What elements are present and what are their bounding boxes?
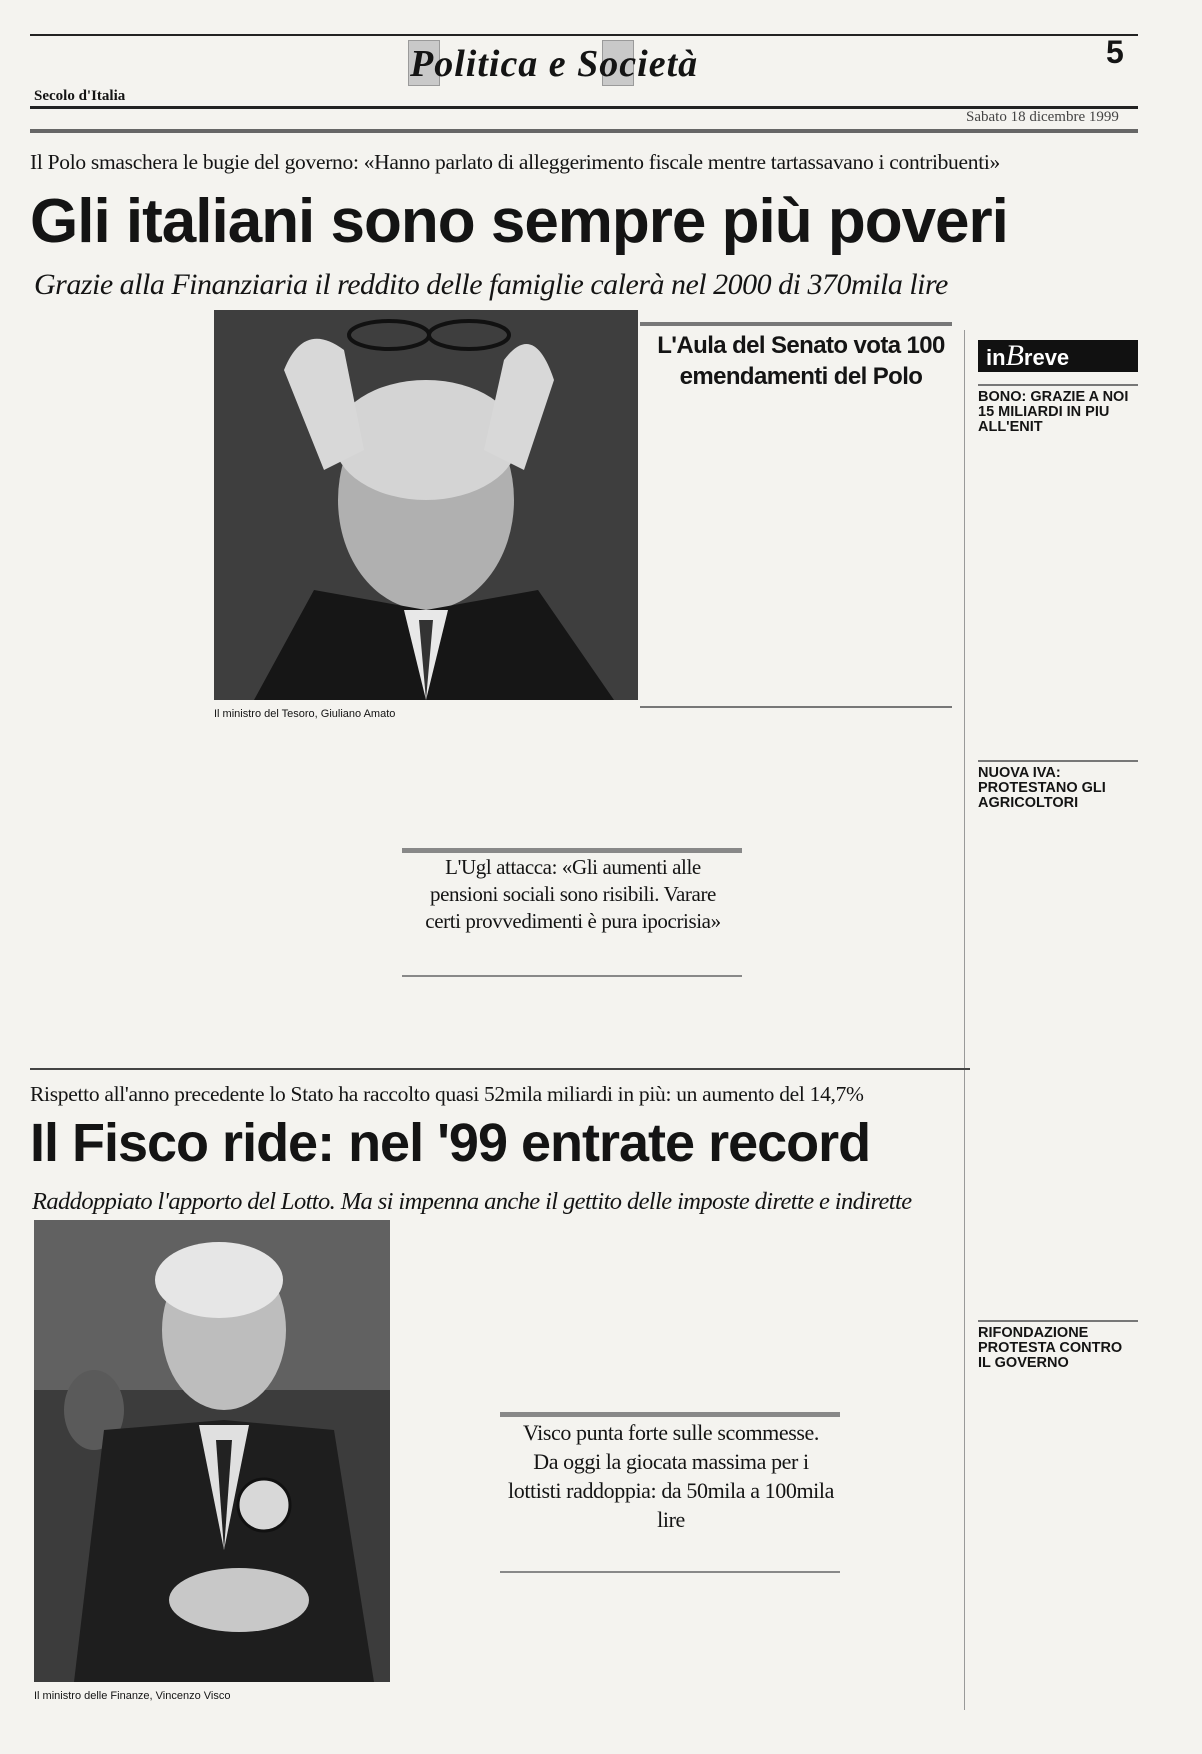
in-breve-label xyxy=(978,340,1138,372)
sidebar-rule-1 xyxy=(978,384,1138,386)
story2-kicker: Rispetto all'anno precedente lo Stato ha raccolto quasi 52mila miliardi in più: un aumento del 14,7% xyxy=(30,1082,864,1106)
visco-quote: Visco punta forte sulle scommesse. Da oggi la giocata massima per i lottisti raddoppia: da 50mila a 100mila lire xyxy=(508,1420,834,1532)
in-breve-suffix: reve xyxy=(1023,345,1070,370)
masthead-bottom-rule xyxy=(30,129,1138,133)
senato-headline: L'Aula del Senato vota 100 emendamenti del Polo xyxy=(657,332,945,390)
in-breve-letter: B xyxy=(1005,339,1024,372)
senato-box-bottom-rule xyxy=(640,706,952,708)
sidebar-rule-2 xyxy=(978,760,1138,762)
masthead-top-rule xyxy=(30,34,1138,36)
sidebar-item-head: RIFONDAZIONE PROTESTA CONTRO IL GOVERNO xyxy=(978,1325,1123,1371)
page-number: 5 xyxy=(1106,34,1124,70)
issue-date: Sabato 18 dicembre 1999 xyxy=(966,109,1119,125)
sidebar-item-head: NUOVA IVA: PROTESTANO GLI AGRICOLTORI xyxy=(978,765,1106,811)
in-breve-prefix: in xyxy=(986,345,1006,370)
story1-kicker: Il Polo smaschera le bugie del governo: «Hanno parlato di alleggerimento fiscale mentre tartassavano i contribuenti» xyxy=(30,150,1001,174)
photo-giuliano-amato xyxy=(214,310,638,700)
ugl-quote: L'Ugl attacca: «Gli aumenti alle pensioni sociali sono risibili. Varare certi provvedimenti è pura ipocrisia» xyxy=(425,855,721,933)
story1-photo-caption: Il ministro del Tesoro, Giuliano Amato xyxy=(214,708,396,720)
story2-photo-caption: Il ministro delle Finanze, Vincenzo Visco xyxy=(34,1690,231,1702)
sidebar-item-head: BONO: GRAZIE A NOI 15 MILIARDI IN PIU ALL'ENIT xyxy=(978,389,1129,435)
story2-deck: Raddoppiato l'apporto del Lotto. Ma si impenna anche il gettito delle imposte dirette e indirette xyxy=(32,1188,912,1215)
photo-vincenzo-visco xyxy=(34,1220,390,1682)
section-divider xyxy=(30,1068,970,1070)
story2-headline: Il Fisco ride: nel '99 entrate record xyxy=(30,1113,871,1173)
sidebar-rule-3 xyxy=(978,1320,1138,1322)
column-rule-sidebar xyxy=(964,330,965,1710)
senato-box-top-rule xyxy=(640,322,952,326)
section-title: Politica e Società xyxy=(410,43,699,85)
story1-headline: Gli italiani sono sempre più poveri xyxy=(30,187,1008,256)
paper-name: Secolo d'Italia xyxy=(34,88,126,104)
story1-deck: Grazie alla Finanziaria il reddito delle famiglie calerà nel 2000 di 370mila lire xyxy=(34,268,948,301)
